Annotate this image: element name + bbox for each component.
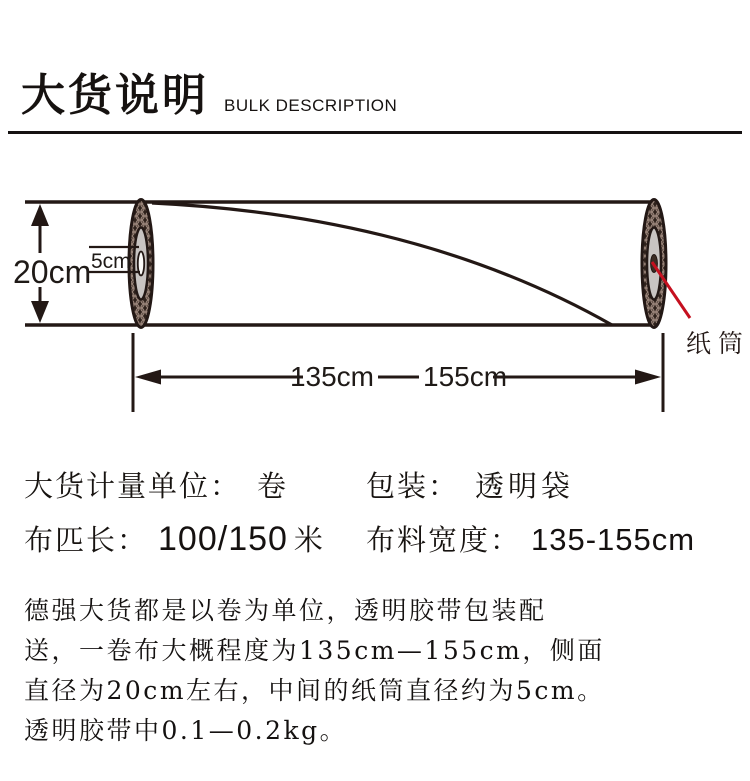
width-dimension xyxy=(133,333,663,412)
spec-length-value: 100/150 xyxy=(158,520,288,558)
tube-callout-label: 纸筒 xyxy=(686,329,750,358)
spec-packaging-value: 透明袋 xyxy=(475,469,575,503)
spec-packaging xyxy=(366,464,574,505)
spec-unit-value: 卷 xyxy=(257,469,291,503)
height-arrowhead-up xyxy=(31,204,49,226)
spec-length-label: 布匹长： xyxy=(24,523,149,557)
height-label: 20cm xyxy=(13,254,92,290)
paragraph-line: 德强大货都是以卷为单位，透明胶带包装配 xyxy=(24,596,547,625)
tube-diameter-label: 5cm xyxy=(91,250,131,273)
page-title: 大货说明 xyxy=(21,70,209,121)
roll-diagram xyxy=(0,180,750,415)
roll-diagram-svg xyxy=(0,180,750,415)
spec-length xyxy=(24,518,323,559)
page-subtitle: BULK DESCRIPTION xyxy=(224,96,398,115)
spec-width-value: 135-155cm xyxy=(531,522,696,557)
fabric-wrap-edge xyxy=(152,203,612,325)
height-arrowhead-down xyxy=(31,301,49,323)
spec-width-label: 布料宽度： xyxy=(366,523,522,557)
width-arrowhead-left xyxy=(135,370,161,385)
width-label-left: 135cm xyxy=(289,361,374,392)
spec-width xyxy=(366,518,695,559)
header-divider xyxy=(8,131,742,134)
width-label-right: 155cm xyxy=(423,361,508,392)
width-arrowhead-right xyxy=(635,370,661,385)
left-end-cap xyxy=(129,200,153,328)
paragraph-line: 透明胶带中0.1—0.2kg。 xyxy=(24,716,348,745)
paragraph-line: 直径为20cm左右，中间的纸筒直径约为5cm。 xyxy=(24,676,605,705)
paragraph-line: 送，一卷布大概程度为135cm—155cm，侧面 xyxy=(24,636,605,665)
spec-unit-label: 大货计量单位： xyxy=(24,469,242,503)
spec-packaging-label: 包装： xyxy=(366,469,460,503)
description-paragraph xyxy=(24,591,605,751)
page-header xyxy=(21,70,398,121)
spec-unit xyxy=(24,464,290,505)
height-dimension xyxy=(13,204,91,323)
spec-length-unit: 米 xyxy=(293,523,323,557)
